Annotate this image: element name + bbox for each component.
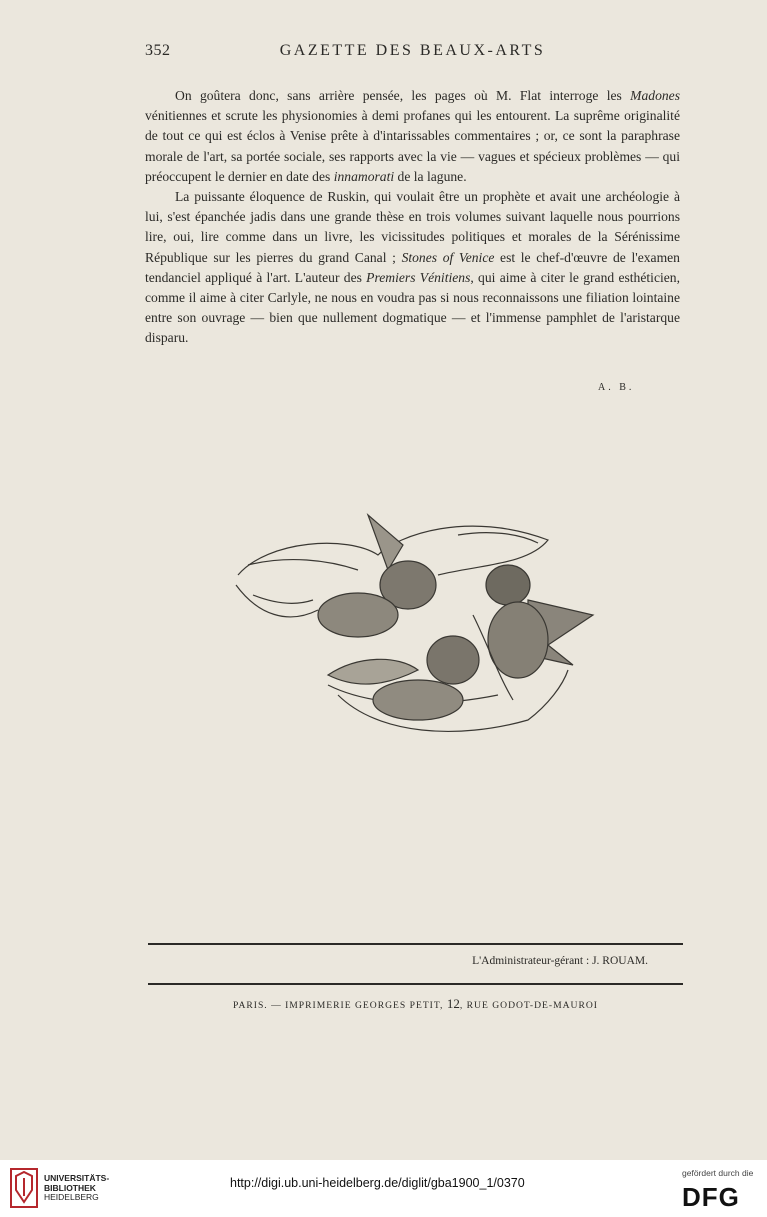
printer-imprint xyxy=(148,996,683,1012)
page-header xyxy=(145,42,680,66)
printer-text-start: PARIS. — IMPRIMERIE GEORGES PETIT, xyxy=(232,1000,447,1011)
text-run: est le chef-d'œuvre de l'examen tendanciel appliqué à l'art. L'auteur des xyxy=(145,249,680,285)
printer-text-end: , RUE GODOT-DE-MAUROI xyxy=(459,1000,598,1011)
italic-title: innamorati xyxy=(333,168,395,184)
top-rule xyxy=(148,943,683,945)
author-signature: A. B. xyxy=(598,382,635,393)
administrator-line: L'Administrateur-gérant : J. ROUAM. xyxy=(472,955,648,967)
text-run: vénitiennes et scrute les physionomies à demi profanes qui les entourent. La suprême originalité de tout ce qui est éclos à Venise prête à d'intarissables commentaires ; or, ce sont la paraphrase morale de l'art, sa portée sociale, ses rapports avec la vie — vagues et spécieux problèmes — qui préoccupent le dernier en date des xyxy=(145,108,680,184)
text-run: La puissante éloquence de Ruskin, qui voulait être un prophète et avait une archéologie à lui, s'est épanchée jadis dans une grande thèse en trois volumes suivant laquelle nous pourrions lire, oui, lire comme dans un livre, les vicissitudes politiques et morales de la Sérénissime République sur les pierres du grand Canal ; xyxy=(145,189,680,265)
dfg-logo: DFG xyxy=(682,1182,740,1212)
paragraph xyxy=(145,187,680,349)
paragraph xyxy=(145,86,680,187)
italic-title: Stones of Venice xyxy=(401,249,495,265)
funding-caption: gefördert durch die xyxy=(682,1168,754,1178)
text-run: , qui aime à citer le grand esthéticien, comme il aime à citer Carlyle, ne nous en voudra pas si nous reconnaissons une filiation lointaine entre son ouvrage — bien que nullement dogmatique — et l'immense pamphlet de l'aristarque disparu. xyxy=(145,269,680,346)
article-text xyxy=(145,86,680,349)
library-name: UNIVERSITÄTS- BIBLIOTHEK HEIDELBERG xyxy=(44,1173,110,1202)
page-number: 352 xyxy=(145,42,171,59)
running-title: GAZETTE DES BEAUX-ARTS xyxy=(279,42,546,59)
printer-street-number: 12 xyxy=(446,996,460,1011)
cherubs-vignette-illustration xyxy=(228,505,596,745)
text-run: On goûtera donc, sans arrière pensée, les pages où M. Flat interroge les xyxy=(175,88,631,103)
bottom-rule xyxy=(148,983,683,985)
permalink-url[interactable]: http://digi.ub.uni-heidelberg.de/diglit/gba1900_1/0370 xyxy=(230,1176,525,1190)
university-library-logo-icon xyxy=(10,1168,38,1208)
italic-title: Madones xyxy=(630,88,680,103)
digitization-footer xyxy=(0,1160,767,1217)
italic-title: Premiers Vénitiens xyxy=(366,269,471,285)
text-run: de la lagune. xyxy=(394,168,467,184)
